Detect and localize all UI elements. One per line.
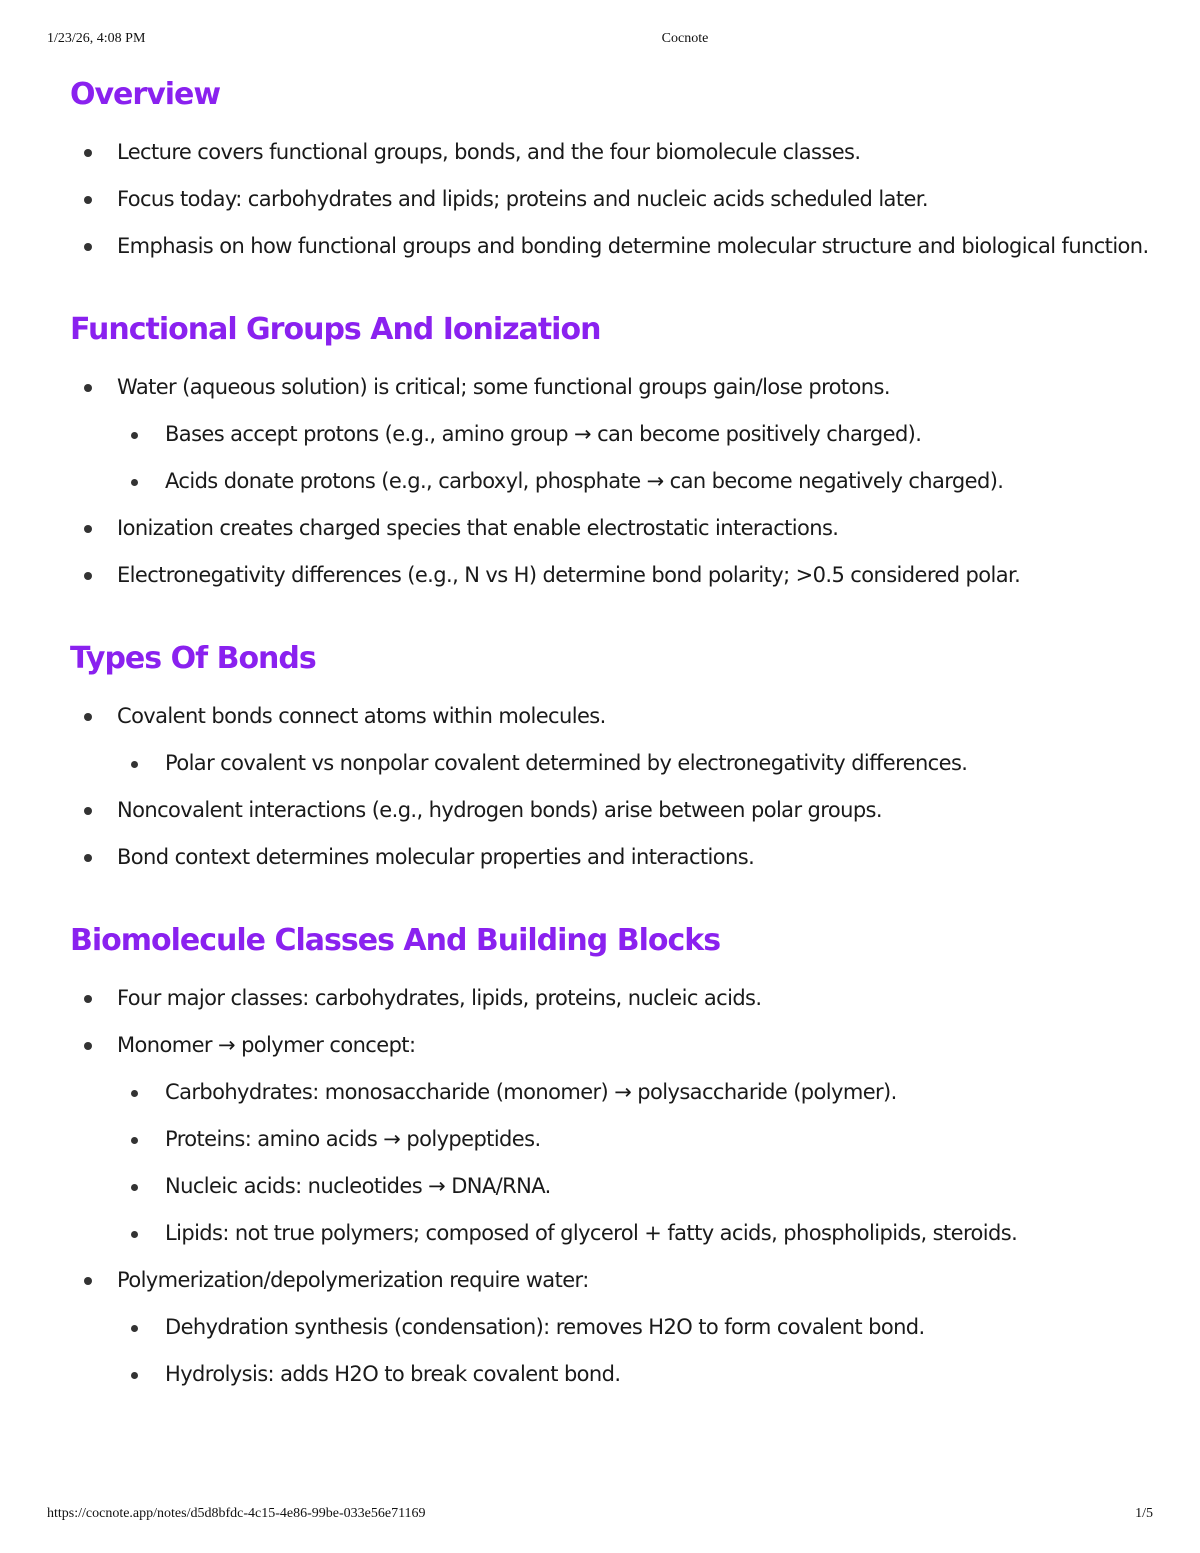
sub-list-item	[70, 1213, 1150, 1254]
list-item	[70, 1025, 1150, 1066]
bullet-dot-icon	[131, 432, 138, 439]
list-item-text: Focus today: carbohydrates and lipids; proteins and nucleic acids scheduled later.	[117, 187, 928, 211]
bullet-dot-icon	[131, 1325, 138, 1332]
note-section	[70, 72, 1150, 267]
bullet-dot-icon	[84, 196, 92, 204]
sub-list-item	[70, 1119, 1150, 1160]
list-item-text: Carbohydrates: monosaccharide (monomer) → polysaccharide (polymer).	[165, 1080, 897, 1104]
bullet-list	[70, 132, 1150, 267]
section-heading: Functional Groups And Ionization	[70, 312, 601, 347]
bullet-dot-icon	[84, 525, 92, 533]
list-item-text: Dehydration synthesis (condensation): removes H2O to form covalent bond.	[165, 1315, 925, 1339]
list-item	[70, 132, 1150, 173]
bullet-dot-icon	[84, 384, 92, 392]
list-item-text: Polar covalent vs nonpolar covalent determined by electronegativity differences.	[165, 751, 968, 775]
section-heading: Overview	[70, 77, 221, 112]
bullet-dot-icon	[131, 479, 138, 486]
list-item	[70, 555, 1150, 596]
list-item-text: Monomer → polymer concept:	[117, 1033, 416, 1057]
list-item	[70, 226, 1150, 267]
list-item-text: Noncovalent interactions (e.g., hydrogen bonds) arise between polar groups.	[117, 798, 882, 822]
list-item-text: Covalent bonds connect atoms within molecules.	[117, 704, 606, 728]
sub-list-item	[70, 1166, 1150, 1207]
list-item-text: Bond context determines molecular properties and interactions.	[117, 845, 755, 869]
list-item-text: Acids donate protons (e.g., carboxyl, phosphate → can become negatively charged).	[165, 469, 1004, 493]
bullet-dot-icon	[84, 243, 92, 251]
list-item	[70, 1260, 1150, 1301]
bullet-dot-icon	[84, 807, 92, 815]
list-item-text: Bases accept protons (e.g., amino group → can become positively charged).	[165, 422, 922, 446]
sub-list-item	[70, 414, 1150, 455]
bullet-dot-icon	[131, 1137, 138, 1144]
bullet-list	[70, 367, 1150, 596]
bullet-dot-icon	[131, 1090, 138, 1097]
list-item-text: Water (aqueous solution) is critical; some functional groups gain/lose protons.	[117, 375, 890, 399]
note-content	[70, 72, 1150, 1401]
page-number: 1/5	[1135, 1506, 1153, 1521]
list-item	[70, 978, 1150, 1019]
bullet-dot-icon	[131, 1184, 138, 1191]
print-footer	[0, 1506, 1200, 1524]
bullet-dot-icon	[84, 713, 92, 721]
list-item-text: Proteins: amino acids → polypeptides.	[165, 1127, 541, 1151]
list-item-text: Lecture covers functional groups, bonds, and the four biomolecule classes.	[117, 140, 861, 164]
bullet-dot-icon	[131, 1231, 138, 1238]
bullet-dot-icon	[84, 149, 92, 157]
list-item-text: Ionization creates charged species that enable electrostatic interactions.	[117, 516, 839, 540]
bullet-dot-icon	[84, 572, 92, 580]
print-header	[0, 31, 1200, 49]
sub-list-item	[70, 1307, 1150, 1348]
sub-list-item	[70, 743, 1150, 784]
list-item-text: Polymerization/depolymerization require water:	[117, 1268, 589, 1292]
bullet-dot-icon	[131, 761, 138, 768]
list-item	[70, 837, 1150, 878]
note-section	[70, 307, 1150, 596]
list-item-text: Lipids: not true polymers; composed of glycerol + fatty acids, phospholipids, steroids.	[165, 1221, 1018, 1245]
list-item-text: Hydrolysis: adds H2O to break covalent bond.	[165, 1362, 621, 1386]
list-item-text: Electronegativity differences (e.g., N vs H) determine bond polarity; >0.5 considered polar.	[117, 563, 1021, 587]
bullet-list	[70, 978, 1150, 1395]
sub-list-item	[70, 461, 1150, 502]
bullet-dot-icon	[131, 1372, 138, 1379]
list-item	[70, 696, 1150, 737]
bullet-dot-icon	[84, 854, 92, 862]
list-item	[70, 790, 1150, 831]
sub-list-item	[70, 1072, 1150, 1113]
print-url: https://cocnote.app/notes/d5d8bfdc-4c15-4e86-99be-033e56e71169	[47, 1506, 426, 1521]
section-heading: Biomolecule Classes And Building Blocks	[70, 923, 721, 958]
bullet-dot-icon	[84, 995, 92, 1003]
bullet-dot-icon	[84, 1042, 92, 1050]
section-heading: Types Of Bonds	[70, 641, 316, 676]
bullet-list	[70, 696, 1150, 878]
print-page-title: Cocnote	[661, 31, 709, 46]
sub-list-item	[70, 1354, 1150, 1395]
list-item	[70, 508, 1150, 549]
list-item	[70, 179, 1150, 220]
list-item	[70, 367, 1150, 408]
note-section	[70, 636, 1150, 878]
list-item-text: Four major classes: carbohydrates, lipids, proteins, nucleic acids.	[117, 986, 762, 1010]
list-item-text: Emphasis on how functional groups and bonding determine molecular structure and biological function.	[117, 234, 1149, 258]
note-section	[70, 918, 1150, 1395]
bullet-dot-icon	[84, 1277, 92, 1285]
print-date: 1/23/26, 4:08 PM	[47, 31, 146, 46]
list-item-text: Nucleic acids: nucleotides → DNA/RNA.	[165, 1174, 551, 1198]
